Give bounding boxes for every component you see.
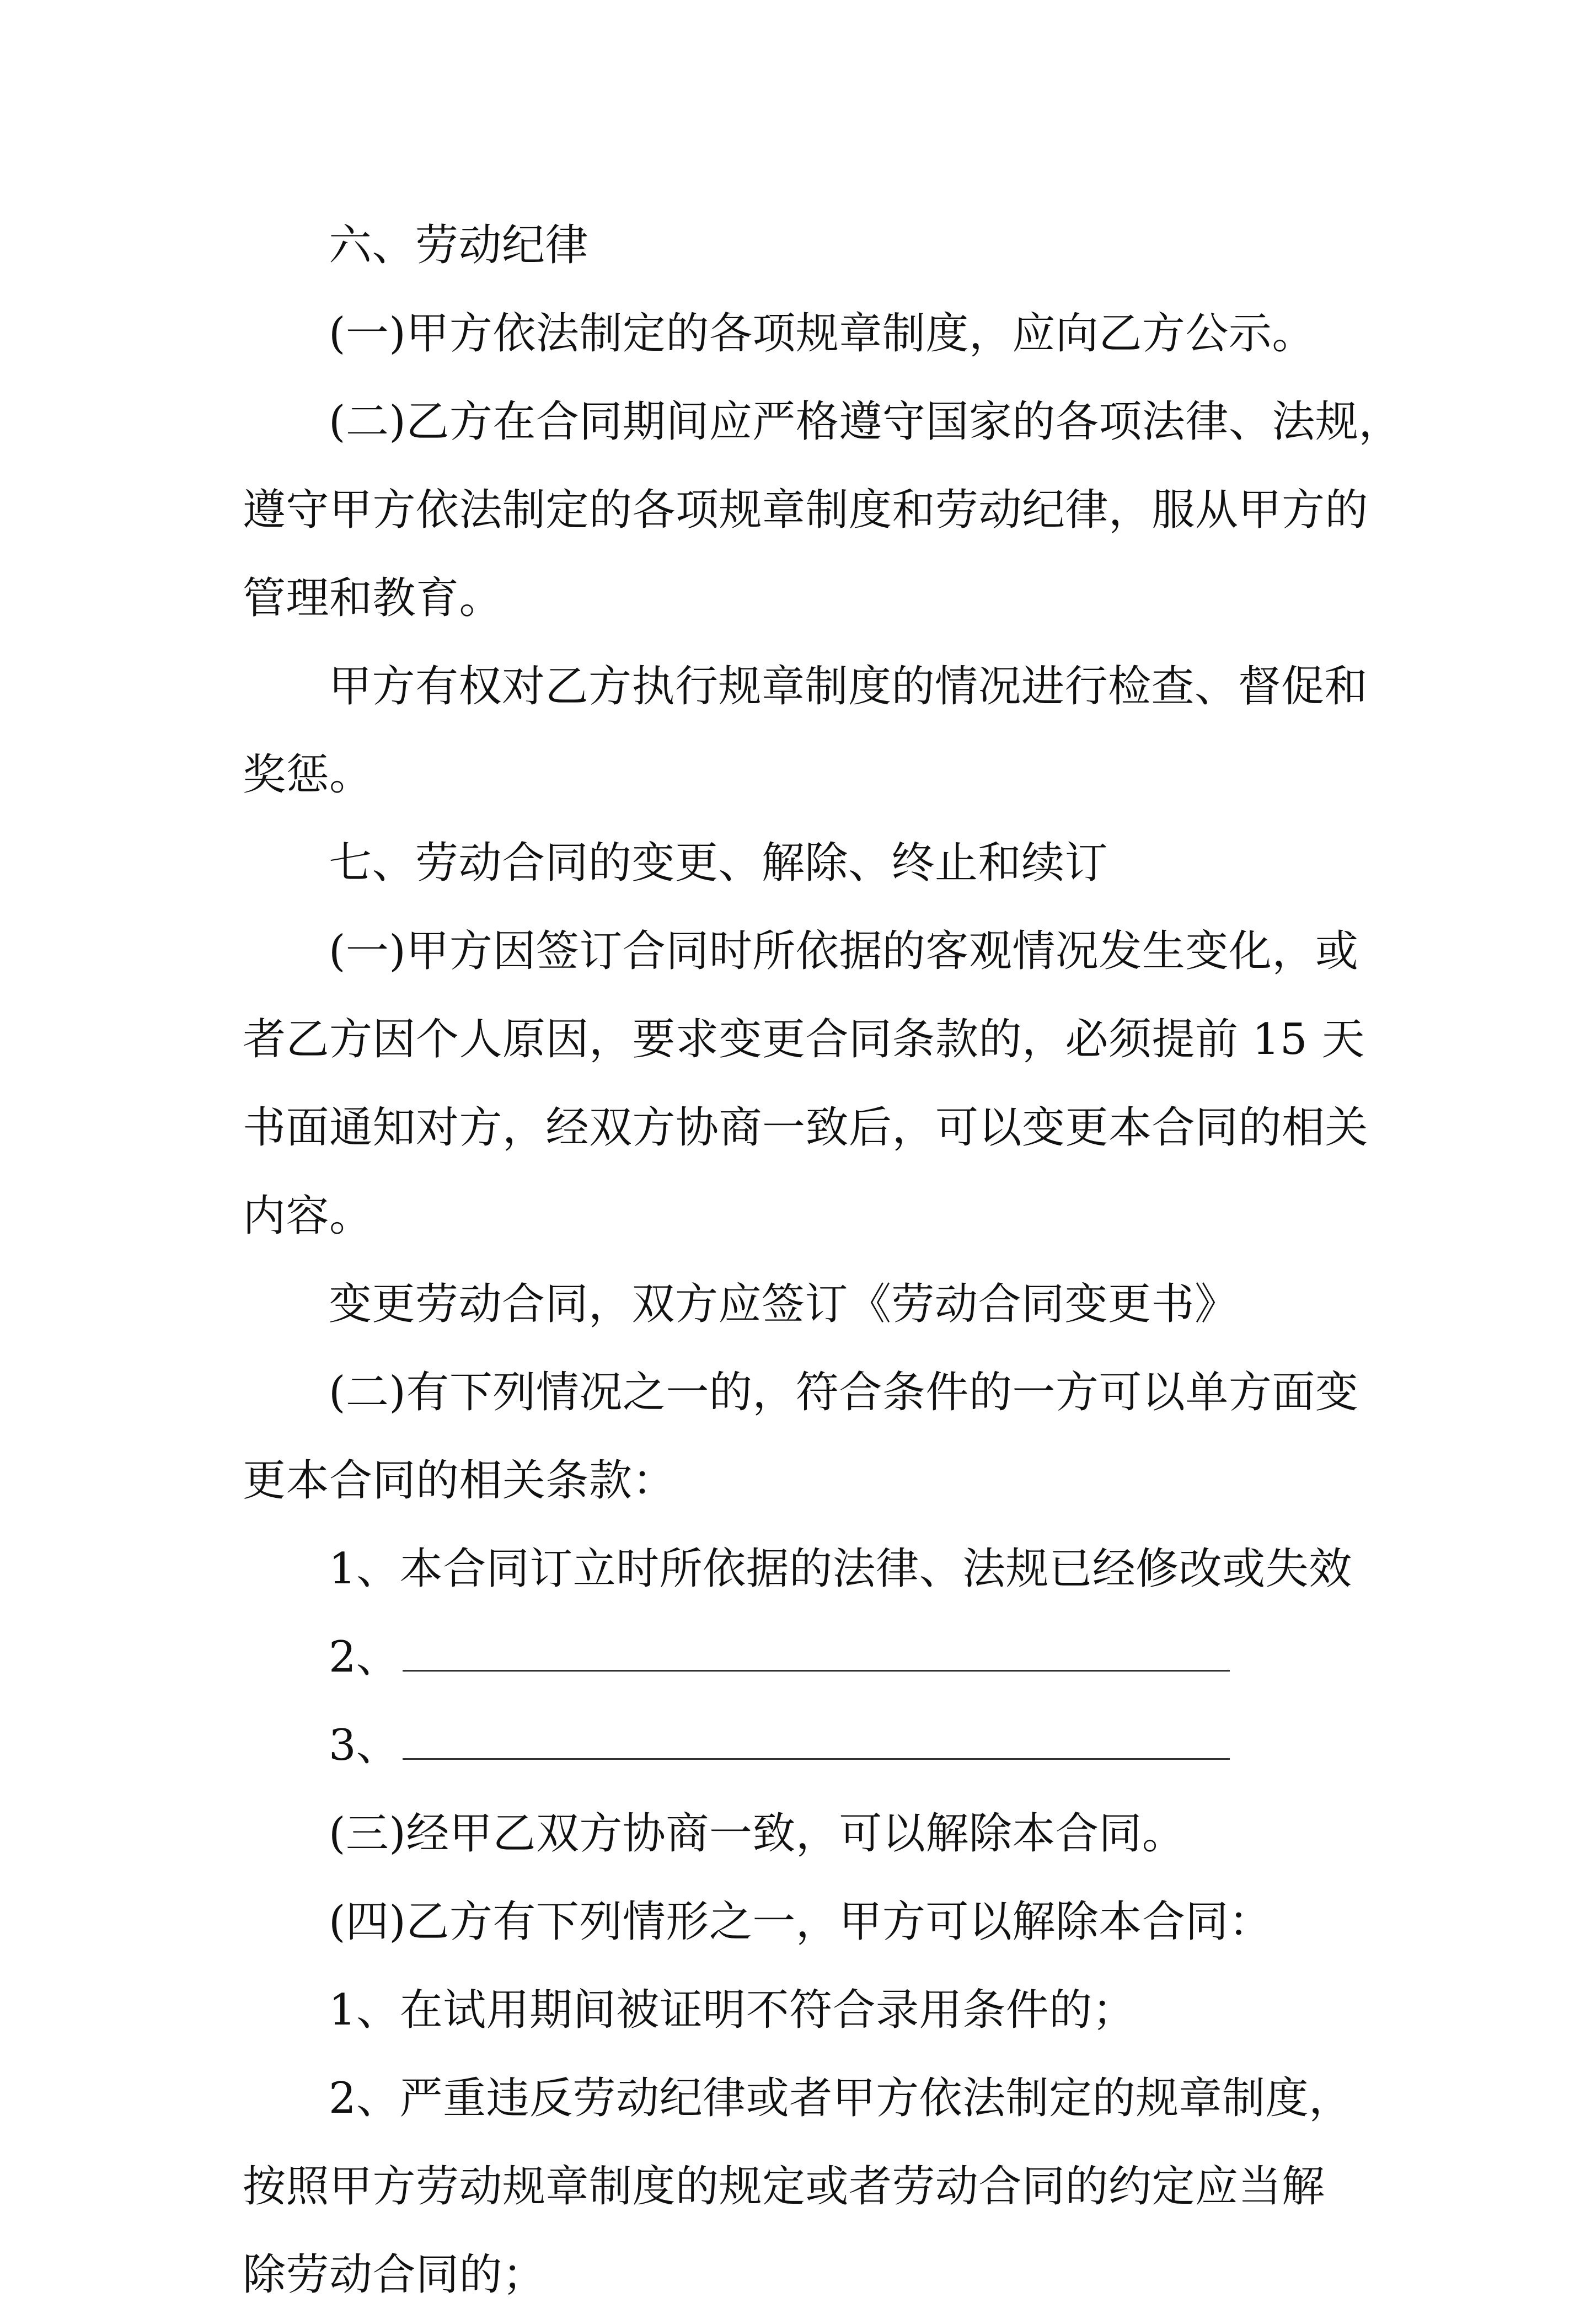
list-item-number: 2、 <box>329 1632 399 1682</box>
list-item-blank-2 <box>243 1613 1362 1701</box>
paragraph-change-notice <box>243 907 1369 1260</box>
paragraph-employer-termination <box>243 1878 1362 1966</box>
paragraph-line: (一)甲方因签订合同时所依据的客观情况发生变化，或 <box>329 926 1359 976</box>
list-item-number: 3、 <box>329 1721 399 1770</box>
paragraph-inspection-rights <box>243 642 1368 819</box>
heading-text: 七、劳动合同的变更、解除、终止和续订 <box>329 838 1108 888</box>
section-heading-labor-discipline <box>243 201 1362 290</box>
section-heading-contract-changes <box>243 819 1362 907</box>
paragraph-text: (一)甲方依法制定的各项规章制度，应向乙方公示。 <box>329 309 1315 358</box>
paragraph-text: (三)经甲乙双方协商一致，可以解除本合同。 <box>329 1809 1186 1859</box>
paragraph-compliance <box>243 378 1402 642</box>
paragraph-text: 变更劳动合同，双方应签订《劳动合同变更书》 <box>329 1279 1238 1329</box>
paragraph-mutual-termination <box>243 1790 1362 1878</box>
paragraph-line: (二)有下列情况之一的，符合条件的一方可以单方面变 <box>329 1368 1359 1417</box>
list-item-text: 1、本合同订立时所依据的法律、法规已经修改或失效 <box>329 1544 1352 1594</box>
list-item-serious-violation <box>243 2054 1362 2319</box>
paragraph-rules-disclosure <box>243 290 1362 378</box>
paragraph-line: (二)乙方在合同期间应严格遵守国家的各项法律、法规， <box>329 397 1402 447</box>
paragraph-line: 遵守甲方依法制定的各项规章制度和劳动纪律，服从甲方的 <box>243 485 1369 535</box>
document-body <box>243 201 1402 2319</box>
list-item-law-change <box>243 1525 1362 1613</box>
paragraph-line: 管理和教育。 <box>243 574 503 623</box>
paragraph-line: 2、严重违反劳动纪律或者甲方依法制定的规章制度， <box>329 2074 1352 2123</box>
fill-in-blank-line[interactable] <box>403 1637 1230 1672</box>
paragraph-line: 甲方有权对乙方执行规章制度的情况进行检查、督促和 <box>329 662 1368 711</box>
paragraph-change-document <box>243 1260 1362 1348</box>
list-item-blank-3 <box>243 1701 1362 1790</box>
list-item-probation <box>243 1966 1362 2054</box>
paragraph-line: 更本合同的相关条款： <box>243 1456 676 1506</box>
paragraph-unilateral-change <box>243 1348 1362 1525</box>
paragraph-line: 奖惩。 <box>243 750 373 800</box>
heading-text: 六、劳动纪律 <box>329 221 589 270</box>
paragraph-line: 除劳动合同的； <box>243 2250 546 2300</box>
fill-in-blank-line[interactable] <box>403 1725 1230 1760</box>
paragraph-text: (四)乙方有下列情形之一，甲方可以解除本合同： <box>329 1897 1272 1947</box>
paragraph-line: 书面通知对方，经双方协商一致后，可以变更本合同的相关 <box>243 1103 1369 1153</box>
paragraph-line: 按照甲方劳动规章制度的规定或者劳动合同的约定应当解 <box>243 2162 1325 2211</box>
list-item-text: 1、在试用期间被证明不符合录用条件的； <box>329 1985 1136 2035</box>
paragraph-line: 内容。 <box>243 1191 373 1241</box>
paragraph-line: 者乙方因个人原因，要求变更合同条款的，必须提前 15 天 <box>243 1015 1365 1064</box>
